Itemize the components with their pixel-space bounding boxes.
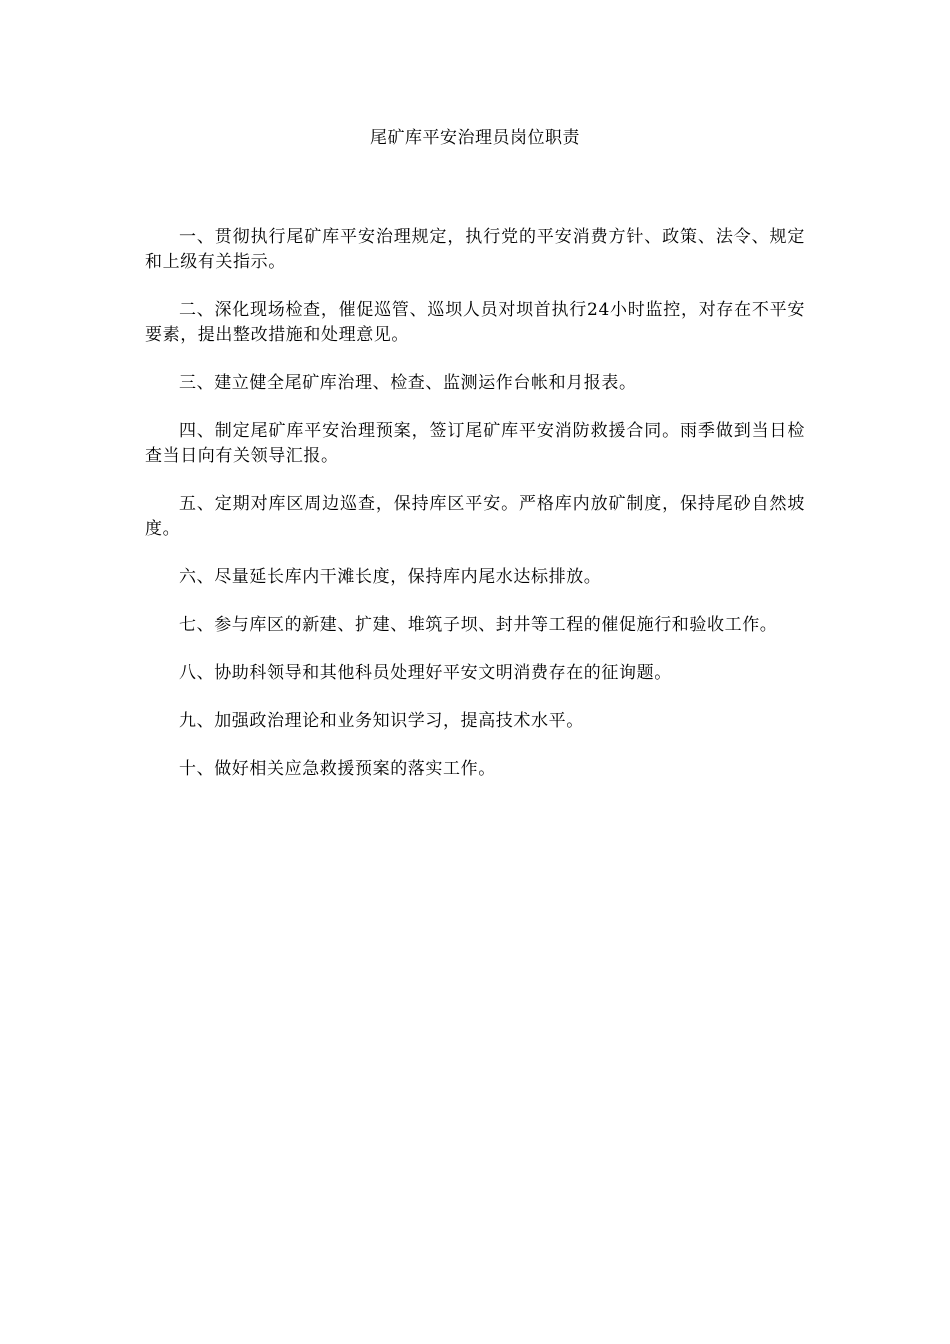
duty-item-7: 七、参与库区的新建、扩建、堆筑子坝、封井等工程的催促施行和验收工作。 xyxy=(179,615,778,635)
duty-item-10: 十、做好相关应急救援预案的落实工作。 xyxy=(179,759,496,779)
duty-item-3: 三、建立健全尾矿库治理、检查、监测运作台帐和月报表。 xyxy=(179,373,637,393)
duty-item-6: 六、尽量延长库内干滩长度，保持库内尾水达标排放。 xyxy=(179,567,602,587)
duty-item-1: 一、贯彻执行尾矿库平安治理规定，执行党的平安消费方针、政策、法令、规定和上级有关指示。 xyxy=(145,227,805,272)
duty-item-4: 四、制定尾矿库平安治理预案，签订尾矿库平安消防救援合同。雨季做到当日检查当日向有关领导汇报。 xyxy=(145,421,805,466)
duty-item-9: 九、加强政治理论和业务知识学习，提高技术水平。 xyxy=(179,711,584,731)
duty-item-8: 八、协助科领导和其他科员处理好平安文明消费存在的征询题。 xyxy=(179,663,672,683)
duty-item-2: 二、深化现场检查，催促巡管、巡坝人员对坝首执行24小时监控，对存在不平安要素，提出整改措施和处理意见。 xyxy=(145,300,805,345)
duty-item-5: 五、定期对库区周边巡查，保持库区平安。严格库内放矿制度，保持尾砂自然坡度。 xyxy=(145,494,805,539)
document-body xyxy=(145,225,805,805)
document-title: 尾矿库平安治理员岗位职责 xyxy=(370,128,580,148)
